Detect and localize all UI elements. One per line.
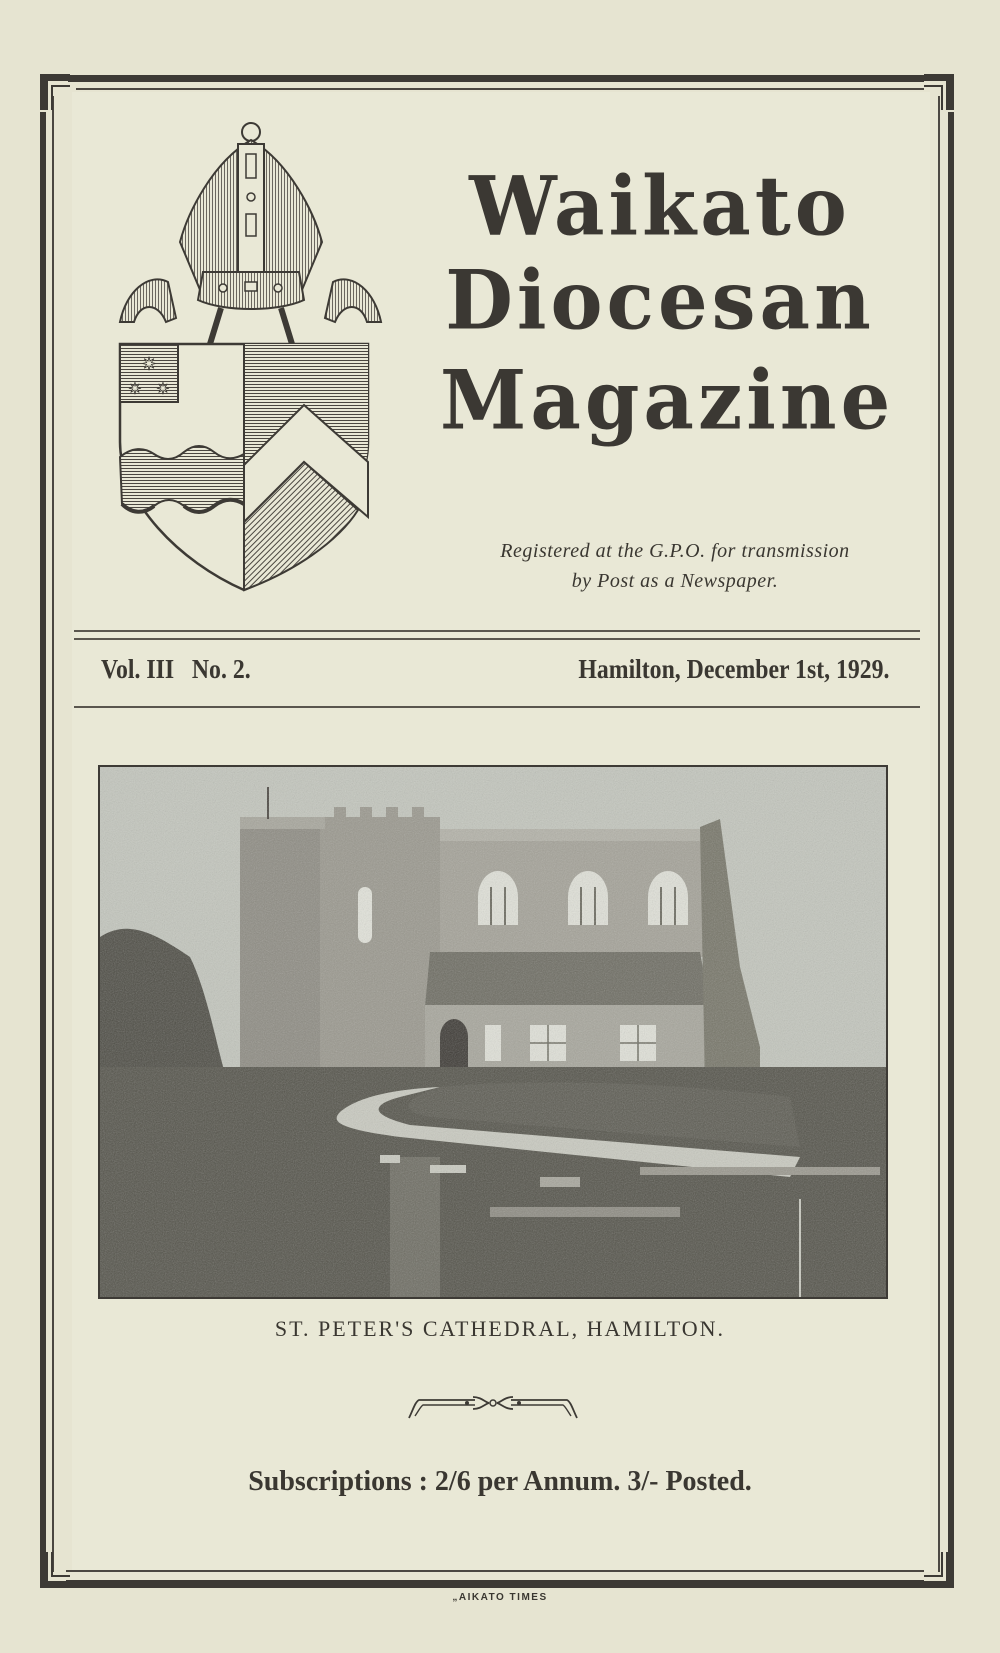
- masthead-title-line-2: Diocesan: [445, 252, 875, 349]
- diocesan-crest-icon: [118, 122, 383, 592]
- frame-top-bar: [68, 75, 924, 82]
- issue-place-date: Hamilton, December 1st, 1929.: [577, 654, 889, 684]
- printer-imprint: „AIKATO TIMES: [452, 1592, 548, 1603]
- frame-corner-bottom-right-icon: [922, 1550, 956, 1590]
- issue-volume-number: [101, 654, 251, 685]
- frame-corner-top-right-icon: [922, 72, 956, 112]
- issue-rule-top-1: [74, 630, 920, 632]
- issue-number: No. 2.: [191, 654, 251, 684]
- cathedral-photograph: [98, 765, 888, 1299]
- svg-text:✷: ✷: [156, 381, 170, 398]
- registration-notice-line-2: by Post as a Newspaper.: [571, 570, 779, 592]
- frame-bottom-bar: [66, 1580, 924, 1588]
- ornamental-divider-icon: [405, 1394, 581, 1420]
- cathedral-image-icon: [100, 767, 886, 1297]
- frame-corner-top-left-icon: [38, 72, 72, 112]
- photo-caption: ST. PETER'S CATHEDRAL, HAMILTON.: [274, 1316, 726, 1341]
- frame-top-inner-line: [76, 88, 924, 90]
- registration-notice-line-1: Registered at the G.P.O. for transmission: [500, 540, 850, 562]
- issue-rule-bottom: [74, 706, 920, 708]
- frame-bottom-inner-line: [66, 1570, 924, 1572]
- frame-left-inner-line: [52, 96, 54, 1572]
- svg-text:✷: ✷: [128, 381, 142, 398]
- frame-right-inner-line: [938, 96, 940, 1572]
- frame-corner-bottom-left-icon: [38, 1550, 72, 1590]
- masthead-title-line-3: Magazine: [440, 352, 895, 449]
- issue-rule-top-2: [74, 638, 920, 640]
- masthead-title-line-1: Waikato: [469, 158, 851, 255]
- subscription-rates: Subscriptions : 2/6 per Annum. 3/- Posted.: [248, 1466, 752, 1497]
- issue-volume: Vol. III: [101, 654, 175, 684]
- svg-text:✷: ✷: [141, 354, 157, 374]
